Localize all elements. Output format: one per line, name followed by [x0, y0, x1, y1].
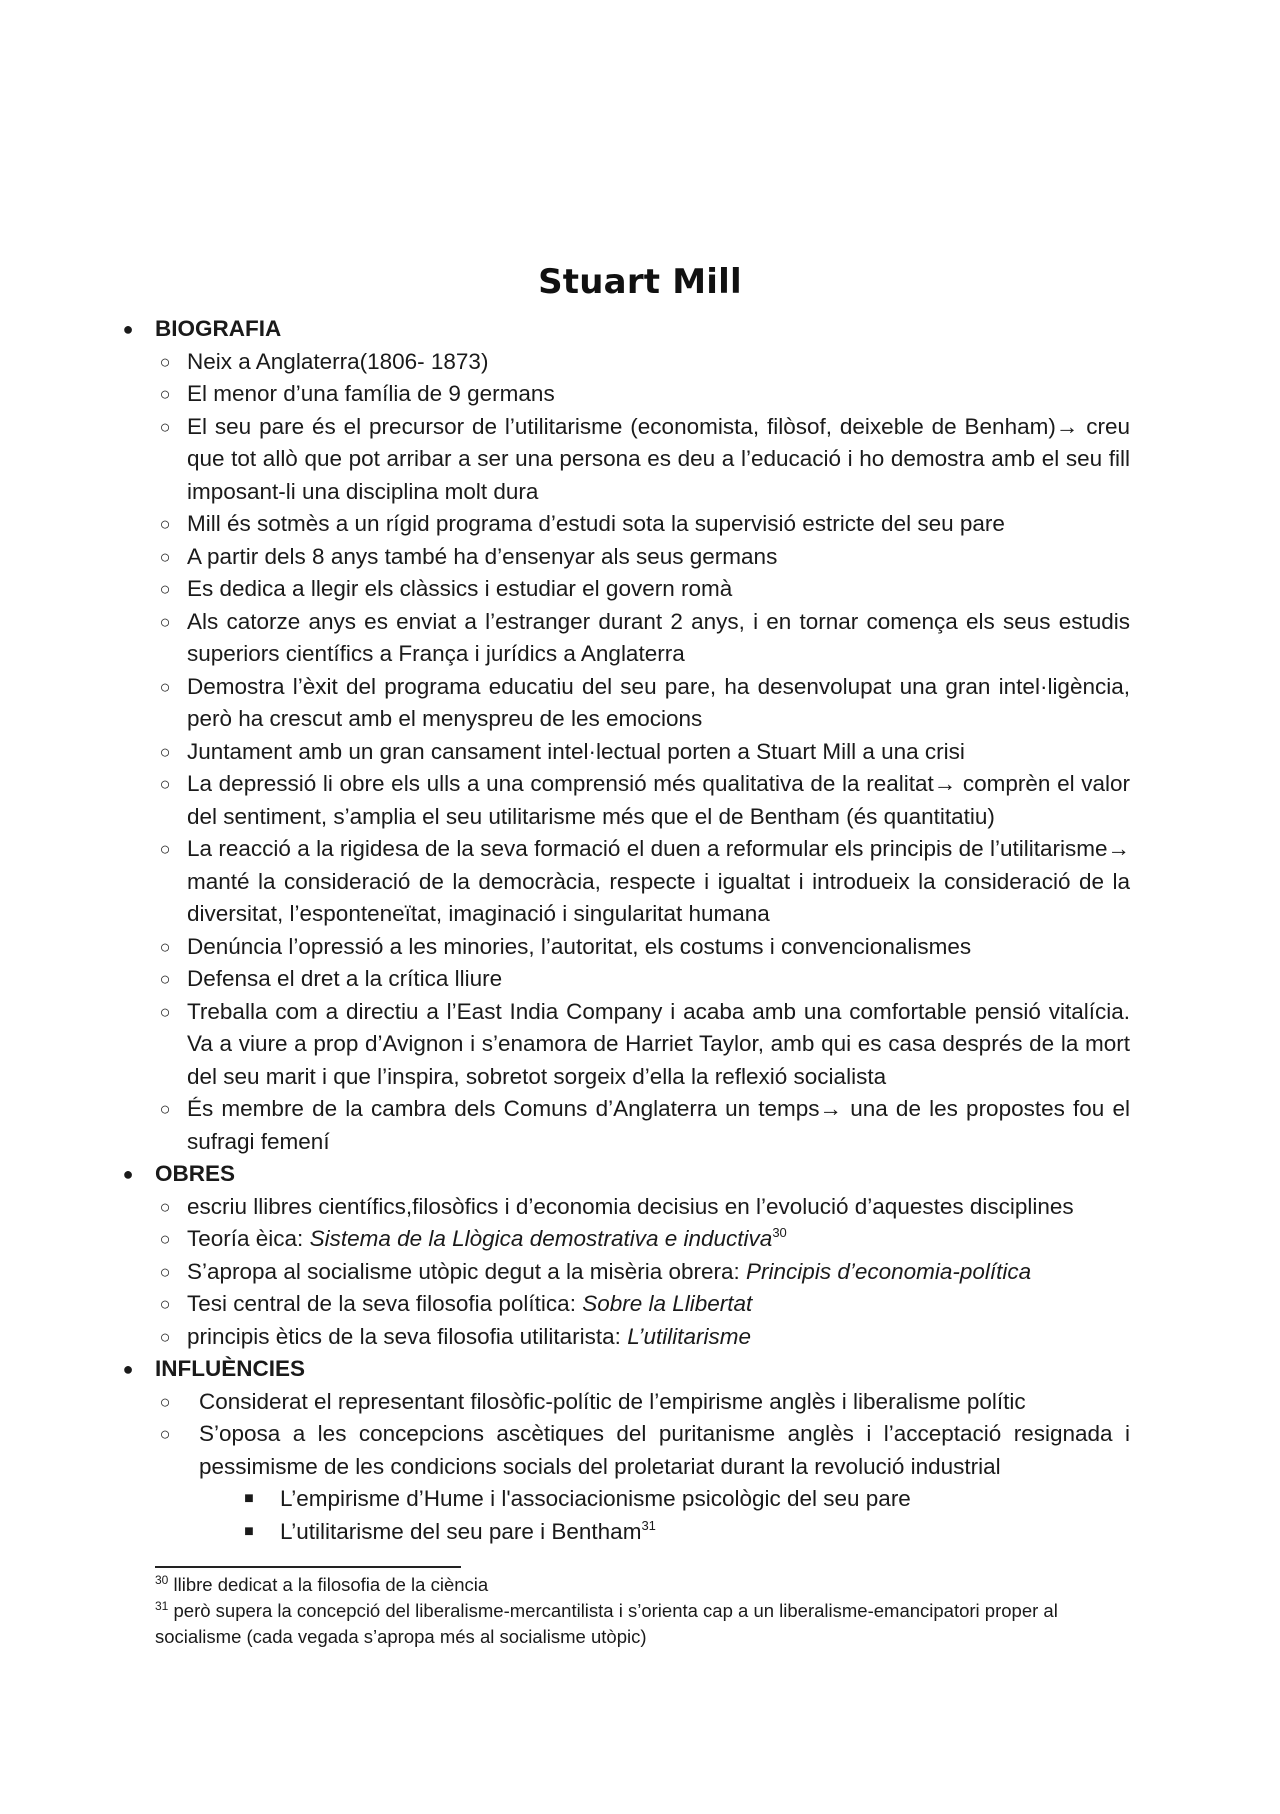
sub-list-item — [239, 1483, 1130, 1516]
circle-bullet-icon: ○ — [159, 741, 171, 762]
item-text: S’oposa a les concepcions ascètiques del puritanisme anglès i l’acceptació resignada i pessimisme de les condicions socials del proletariat durant la revolució industrial — [199, 1421, 1130, 1479]
footnote-divider — [155, 1566, 461, 1568]
item-text: Juntament amb un gran cansament intel·lectual porten a Stuart Mill a una crisi — [187, 738, 965, 764]
circle-bullet-icon: ○ — [159, 1229, 171, 1249]
list-item — [155, 1093, 1130, 1158]
footnote-text: llibre dedicat a la filosofia de la ciència — [173, 1574, 489, 1595]
circle-bullet-icon: ○ — [159, 1261, 171, 1282]
list-item — [155, 378, 1130, 411]
circle-bullet-icon: ○ — [159, 1099, 171, 1119]
list-item — [155, 1386, 1130, 1419]
footnote-text: però supera la concepció del liberalisme-mercantilista i s’orienta cap a un liberalisme-emancipatori proper al socialisme (cada vegada s’apropa més al socialisme utòpic) — [155, 1600, 1058, 1647]
list-item — [155, 1256, 1130, 1289]
item-text: Denúncia l’opressió a les minories, l’autoritat, els costums i convencionalismes — [187, 933, 972, 959]
section-obres — [120, 1158, 1130, 1353]
section-heading: INFLUÈNCIES — [155, 1356, 306, 1381]
footnote-number: 31 — [155, 1599, 169, 1613]
list-item — [155, 573, 1130, 606]
circle-bullet-icon: ○ — [159, 839, 171, 859]
circle-bullet-icon: ○ — [159, 774, 171, 794]
list-item — [155, 1321, 1130, 1354]
list-item — [155, 736, 1130, 769]
list-item — [155, 411, 1130, 509]
circle-bullet-icon: ○ — [159, 969, 171, 989]
item-text: Teoría èica: — [187, 1226, 310, 1251]
item-text: És membre de la cambra dels Comuns d’Anglaterra un temps→ una de les propostes fou el sufragi femení — [187, 1096, 1130, 1154]
item-text: A partir dels 8 anys també ha d’ensenyar als seus germans — [187, 543, 778, 569]
item-text: Considerat el representant filosòfic-polític de l’empirisme anglès i liberalisme polític — [199, 1388, 1026, 1414]
influencies-sublist — [239, 1483, 1130, 1548]
work-title: Sobre la Llibertat — [582, 1291, 753, 1316]
obres-list — [155, 1191, 1130, 1354]
work-title: Principis d’economia-política — [746, 1258, 1032, 1284]
footnote — [155, 1572, 1130, 1598]
circle-bullet-icon: ○ — [159, 1294, 171, 1314]
item-text: El seu pare és el precursor de l’utilitarisme (economista, filòsof, deixeble de Benham)→ creu que tot allò que pot arribar a ser una persona es deu a l’educació i ho demostra amb el seu fill imposant-li una disciplina molt dura — [187, 413, 1130, 504]
list-item — [155, 768, 1130, 833]
item-text: La reacció a la rigidesa de la seva formació el duen a reformular els principis de l’utilitarisme→ manté la consideració de la democràcia, respecte i igualtat i introdueix la consideració de la diversitat, l’esponteneïtat, imaginació i singularitat humana — [187, 836, 1130, 926]
circle-bullet-icon: ○ — [159, 1424, 171, 1444]
item-text: Defensa el dret a la crítica lliure — [187, 966, 503, 991]
list-item — [155, 1288, 1130, 1321]
list-item — [155, 671, 1130, 736]
item-text: Es dedica a llegir els clàssics i estudiar el govern romà — [187, 576, 733, 601]
circle-bullet-icon: ○ — [159, 384, 171, 404]
footnote-number: 30 — [155, 1573, 169, 1587]
circle-bullet-icon: ○ — [159, 611, 171, 632]
sub-list-item — [239, 1516, 1130, 1549]
item-text: Mill és sotmès a un rígid programa d’estudi sota la supervisió estricte del seu pare — [187, 511, 1005, 536]
item-text: La depressió li obre els ulls a una comprensió més qualitativa de la realitat→ comprèn el valor del sentiment, s’amplia el seu utilitarisme més que el de Bentham (és quantitatiu) — [187, 771, 1130, 829]
list-item — [155, 606, 1130, 671]
circle-bullet-icon: ○ — [159, 579, 171, 599]
page-title: Stuart Mill — [538, 262, 742, 302]
list-item — [155, 931, 1130, 964]
item-text: S’apropa al socialisme utòpic degut a la misèria obrera: — [187, 1258, 747, 1284]
circle-bullet-icon: ○ — [159, 514, 171, 534]
bullet-icon: ● — [122, 1164, 134, 1184]
list-item — [155, 508, 1130, 541]
item-text: Tesi central de la seva filosofia política: — [187, 1291, 583, 1316]
section-influencies — [120, 1353, 1130, 1548]
list-item — [155, 1223, 1130, 1256]
bullet-icon: ● — [122, 1359, 134, 1379]
item-text: L’empirisme d’Hume i l'associacionisme psicològic del seu pare — [280, 1486, 911, 1511]
list-item — [155, 541, 1130, 574]
item-text: El menor d’una família de 9 germans — [187, 381, 555, 406]
circle-bullet-icon: ○ — [159, 416, 171, 437]
item-text: principis ètics de la seva filosofia utilitarista: — [187, 1323, 628, 1349]
circle-bullet-icon: ○ — [159, 1391, 171, 1412]
circle-bullet-icon: ○ — [159, 1326, 171, 1347]
item-text: Demostra l’èxit del programa educatiu del seu pare, ha desenvolupat una gran intel·ligència, però ha crescut amb el menyspreu de les emocions — [187, 673, 1130, 731]
square-bullet-icon: ■ — [244, 1522, 254, 1540]
circle-bullet-icon: ○ — [159, 351, 171, 372]
item-text: escriu llibres científics,filosòfics i d’economia decisius en l’evolució d’aquestes disciplines — [187, 1193, 1074, 1219]
item-text: Als catorze anys es enviat a l’estranger durant 2 anys, i en tornar comença els seus estudis superiors científics a França i jurídics a Anglaterra — [187, 608, 1130, 666]
work-title: L’utilitarisme — [627, 1323, 751, 1349]
item-text: Treballa com a directiu a l’East India Company i acaba amb una comfortable pensió vitalícia. Va a viure a prop d’Avignon i s’enamora de Harriet Taylor, amb qui es casa després de la mort del seu marit i que l’inspira, sobretot sorgeix d’ella la reflexió socialista — [187, 998, 1130, 1089]
bullet-icon: ● — [122, 319, 134, 339]
circle-bullet-icon: ○ — [159, 936, 171, 957]
footnote-ref[interactable]: 30 — [772, 1225, 787, 1240]
document-body — [120, 313, 1130, 1548]
item-text: Neix a Anglaterra(1806- 1873) — [187, 348, 489, 374]
footnote — [155, 1598, 1130, 1650]
list-item — [155, 996, 1130, 1094]
footnotes — [155, 1572, 1130, 1650]
work-title: Sistema de la Llògica demostrativa e inductiva — [309, 1226, 773, 1251]
list-item — [155, 346, 1130, 379]
list-item — [155, 963, 1130, 996]
list-item — [155, 1418, 1130, 1548]
circle-bullet-icon: ○ — [159, 1196, 171, 1217]
biografia-list — [155, 346, 1130, 1159]
circle-bullet-icon: ○ — [159, 546, 171, 567]
section-biografia — [120, 313, 1130, 1158]
influencies-list — [155, 1386, 1130, 1549]
outline-list — [120, 313, 1130, 1548]
list-item — [155, 833, 1130, 931]
footnote-ref[interactable]: 31 — [641, 1517, 656, 1533]
section-heading: OBRES — [155, 1161, 236, 1186]
section-heading: BIOGRAFIA — [155, 316, 282, 341]
item-text: L’utilitarisme del seu pare i Bentham — [280, 1518, 642, 1544]
list-item — [155, 1191, 1130, 1224]
circle-bullet-icon: ○ — [159, 676, 171, 697]
circle-bullet-icon: ○ — [159, 1001, 171, 1022]
square-bullet-icon: ■ — [244, 1490, 254, 1507]
